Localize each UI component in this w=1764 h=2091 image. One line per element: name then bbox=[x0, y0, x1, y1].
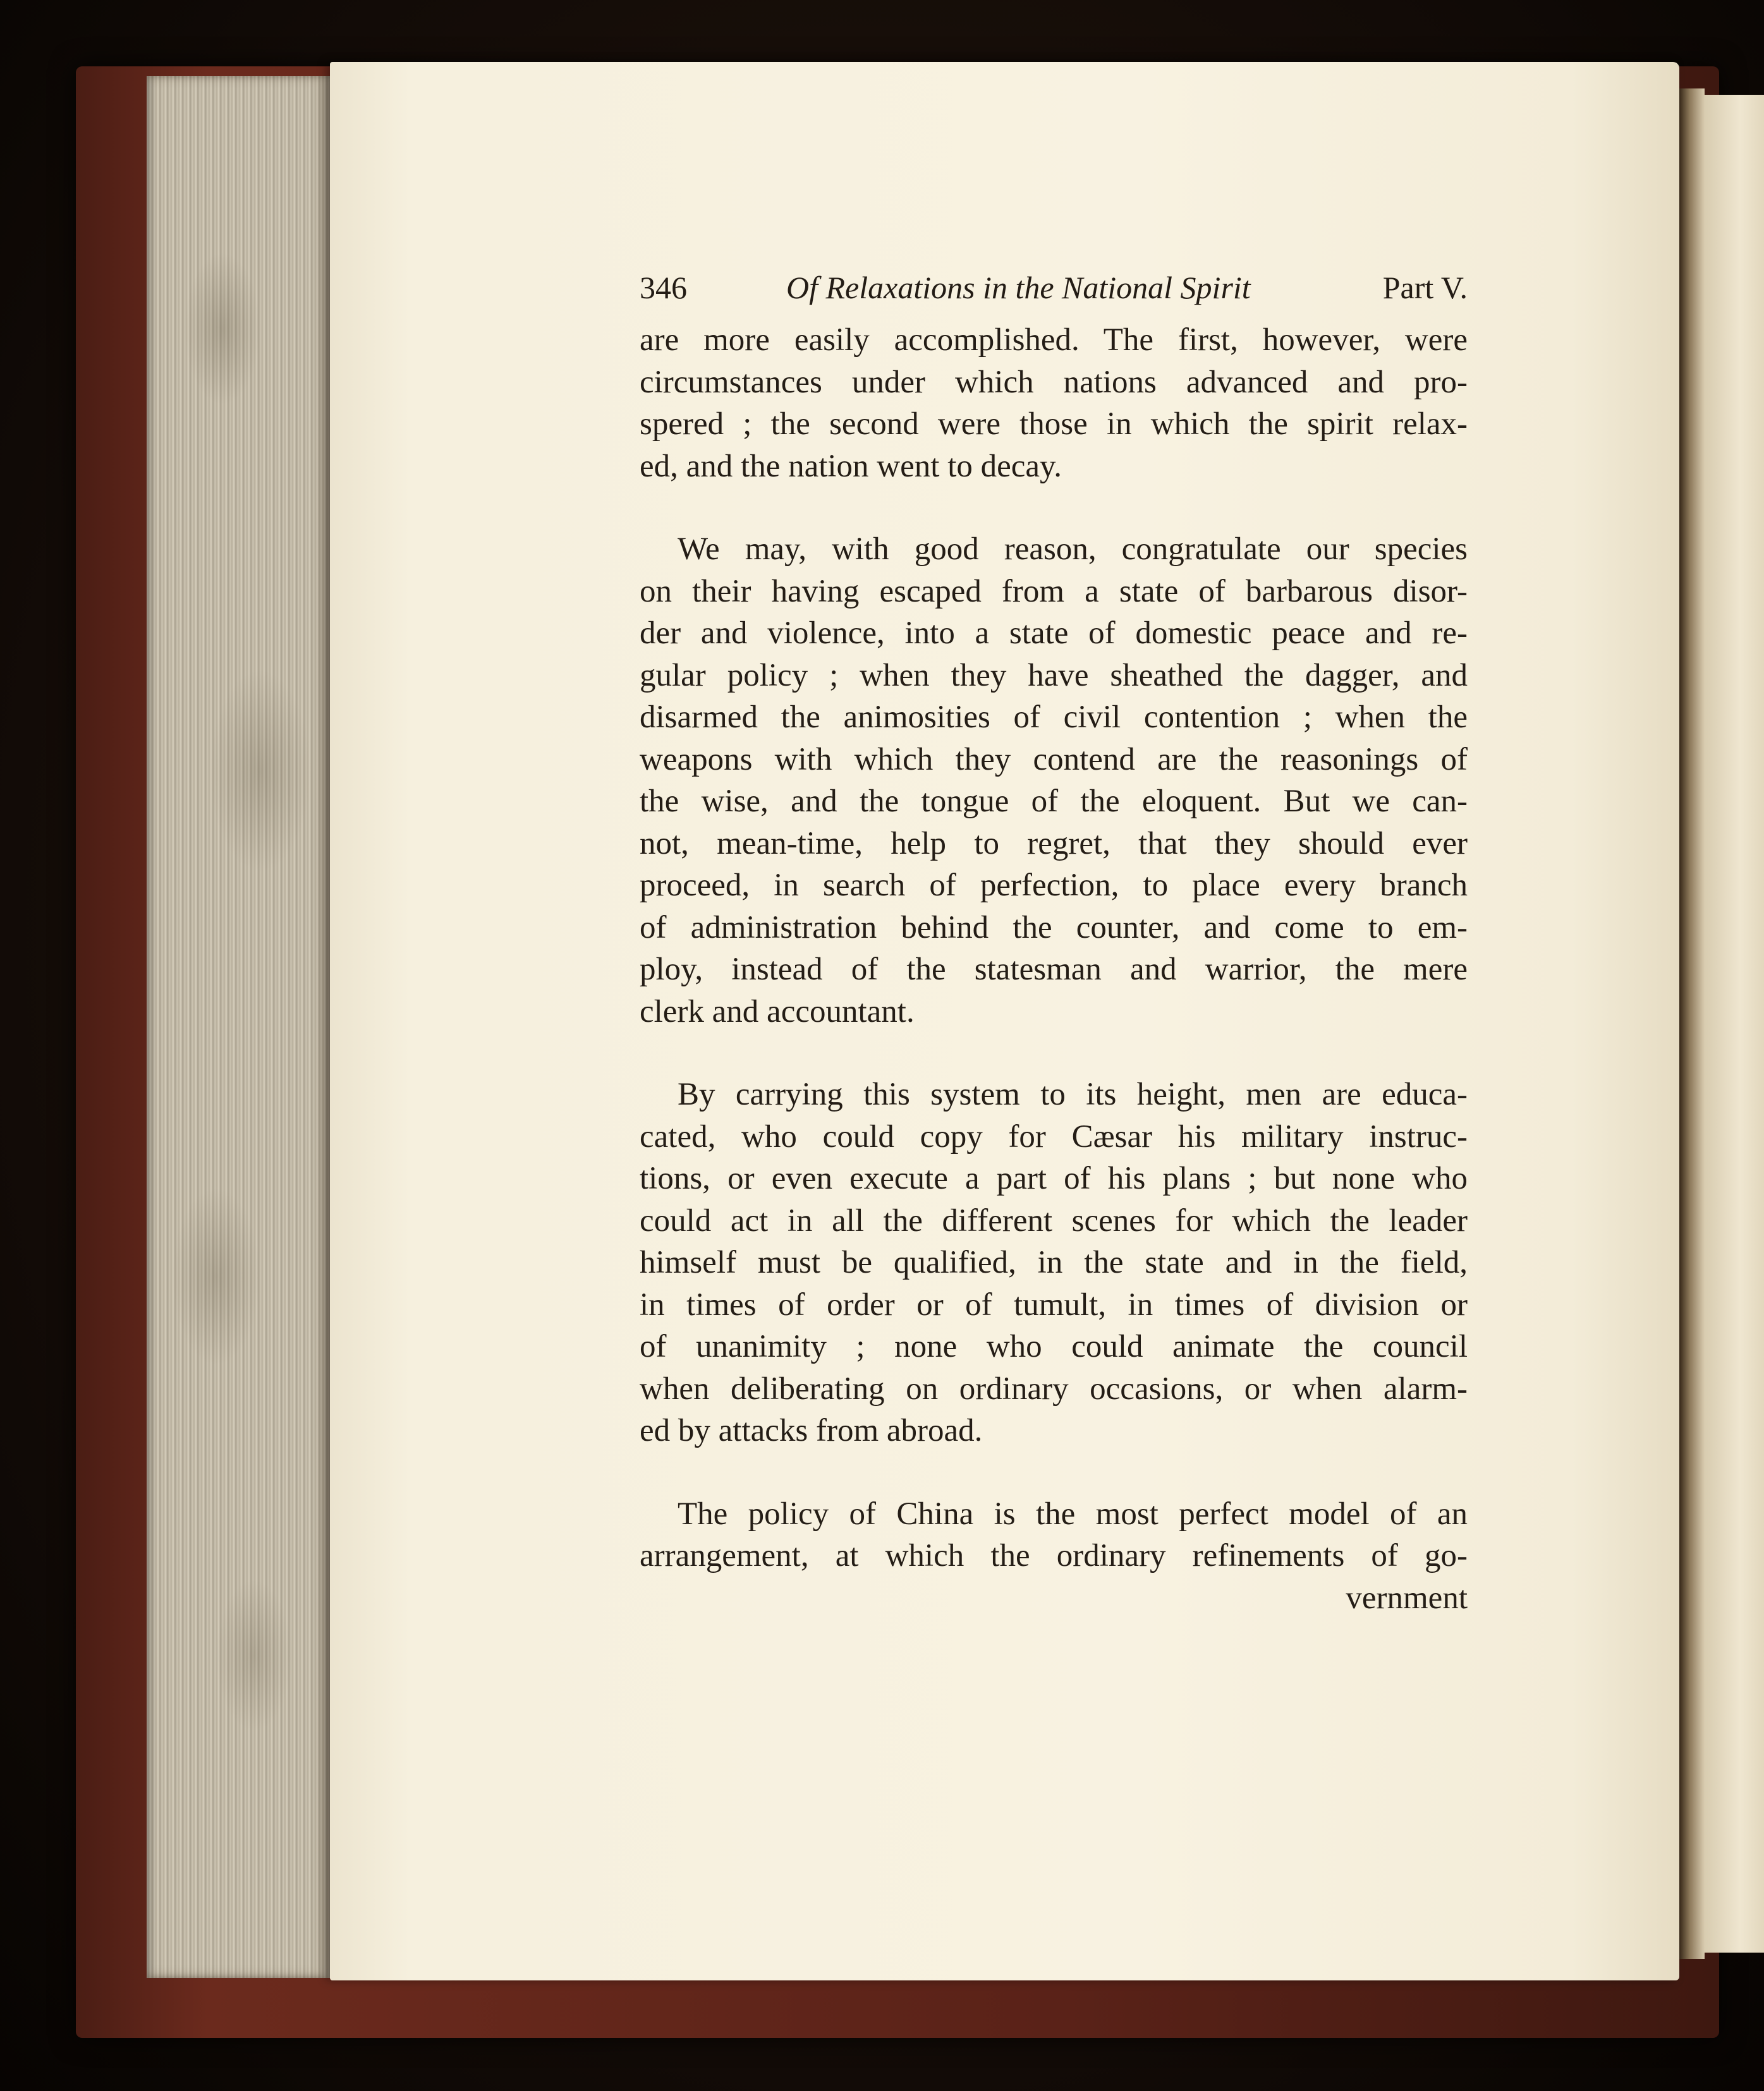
book-gutter bbox=[1679, 88, 1705, 1959]
running-head-title: Of Relaxations in the National Spirit bbox=[786, 270, 1251, 305]
text-line: of administration behind the counter, and come to em- bbox=[640, 909, 1468, 945]
text-line: on their having escaped from a state of barbarous disor- bbox=[640, 573, 1468, 609]
text-line: ed by attacks from abroad. bbox=[640, 1413, 983, 1448]
text-line: By carrying this system to its height, men are educa- bbox=[678, 1077, 1468, 1112]
text-line: circumstances under which nations advanced and pro- bbox=[640, 364, 1468, 400]
page-edge-stains bbox=[147, 76, 330, 1978]
paragraph-3 bbox=[640, 1074, 1468, 1452]
text-line: ed, and the nation went to decay. bbox=[640, 448, 1062, 484]
text-line: The policy of China is the most perfect model of an bbox=[678, 1496, 1468, 1532]
text-line: gular policy ; when they have sheathed the dagger, and bbox=[640, 657, 1468, 693]
text-line: himself must be qualified, in the state and in the field, bbox=[640, 1245, 1468, 1280]
catchword: vernment bbox=[1346, 1580, 1468, 1616]
paragraph-1 bbox=[640, 319, 1468, 487]
text-line: tions, or even execute a part of his plans ; but none who bbox=[640, 1161, 1468, 1196]
text-line: spered ; the second were those in which the spirit relax- bbox=[640, 406, 1468, 442]
text-line: of unanimity ; none who could animate the council bbox=[640, 1329, 1468, 1364]
body-text bbox=[640, 319, 1468, 1619]
text-line: are more easily accomplished. The first, however, were bbox=[640, 322, 1468, 358]
text-line: clerk and accountant. bbox=[640, 993, 915, 1029]
text-line: weapons with which they contend are the reasonings of bbox=[640, 741, 1468, 777]
text-line: proceed, in search of perfection, to place every branch bbox=[640, 868, 1468, 903]
text-line: cated, who could copy for Cæsar his military instruc- bbox=[640, 1118, 1468, 1155]
text-line: could act in all the different scenes for which the leader bbox=[640, 1203, 1468, 1239]
text-line: disarmed the animosities of civil contention ; when the bbox=[640, 700, 1468, 735]
text-line: the wise, and the tongue of the eloquent. But we can- bbox=[640, 784, 1468, 819]
running-head bbox=[640, 262, 1468, 313]
paragraph-2 bbox=[640, 528, 1468, 1033]
text-line: in times of order or of tumult, in times of division or bbox=[640, 1287, 1468, 1323]
paragraph-4 bbox=[640, 1493, 1468, 1620]
text-line: arrangement, at which the ordinary refinements of go- bbox=[640, 1538, 1468, 1573]
text-line: when deliberating on ordinary occasions, or when alarm- bbox=[640, 1371, 1468, 1407]
text-line: We may, with good reason, congratulate our species bbox=[678, 531, 1468, 567]
facing-page-edge bbox=[1705, 95, 1764, 1953]
running-head-part: Part V. bbox=[1382, 270, 1468, 305]
page-number: 346 bbox=[640, 270, 687, 305]
text-line: ploy, instead of the statesman and warrior, the mere bbox=[640, 952, 1468, 987]
text-line: not, mean-time, help to regret, that they should ever bbox=[640, 825, 1468, 861]
text-line: der and violence, into a state of domestic peace and re- bbox=[640, 615, 1468, 651]
